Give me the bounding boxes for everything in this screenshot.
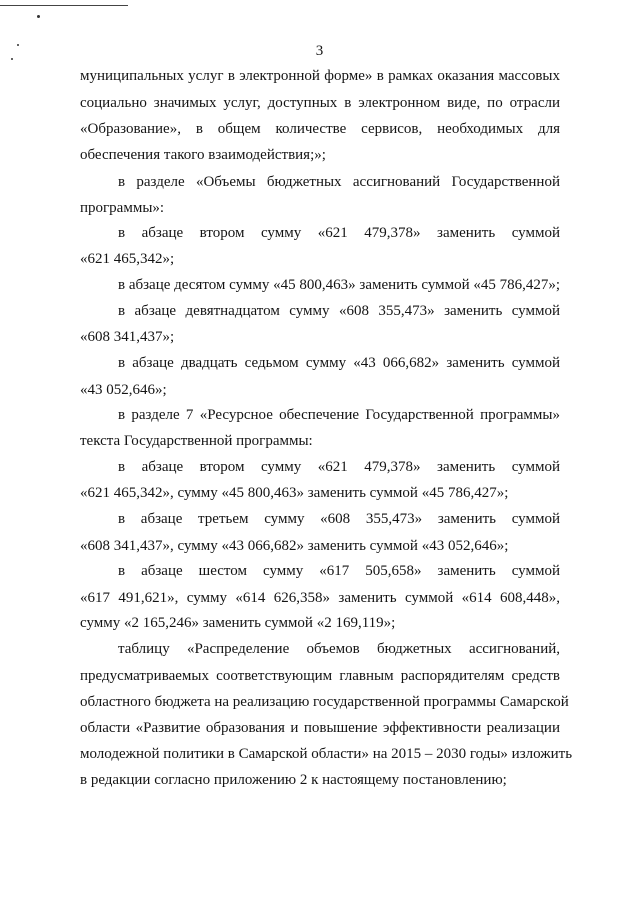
paragraph-first-line: в абзаце третьем сумму «608 355,473» заменить суммой <box>118 511 560 527</box>
paragraph-first-line: в абзаце двадцать седьмом сумму «43 066,682» заменить суммой <box>118 355 560 371</box>
body-line: «Образование», в общем количестве сервисов, необходимых для <box>80 121 560 137</box>
paragraph-first-line: таблицу «Распределение объемов бюджетных ассигнований, <box>118 641 560 657</box>
body-line: «617 491,621», сумму «614 626,358» заменить суммой «614 608,448», <box>80 590 560 606</box>
body-line: обеспечения такого взаимодействия;»; <box>80 147 326 163</box>
body-line: «608 341,437»; <box>80 329 175 345</box>
paragraph-first-line: в разделе «Объемы бюджетных ассигнований Государственной <box>118 174 560 190</box>
body-line: социально значимых услуг, доступных в электронном виде, по отрасли <box>80 95 560 111</box>
paragraph-first-line: в абзаце втором сумму «621 479,378» заменить суммой <box>118 459 560 475</box>
body-line: в редакции согласно приложению 2 к настоящему постановлению; <box>80 772 507 788</box>
paragraph-first-line: в абзаце десятом сумму «45 800,463» заменить суммой «45 786,427»; <box>118 277 561 293</box>
body-line: муниципальных услуг в электронной форме» в рамках оказания массовых <box>80 68 560 84</box>
body-line: предусматриваемых соответствующим главным распорядителям средств <box>80 668 560 684</box>
paragraph-first-line: в абзаце шестом сумму «617 505,658» заменить суммой <box>118 563 560 579</box>
body-line: области «Развитие образования и повышение эффективности реализации <box>80 720 560 736</box>
body-line: программы»: <box>80 200 165 216</box>
scan-edge-line <box>0 5 128 6</box>
scan-speck <box>37 15 40 18</box>
body-line: текста Государственной программы: <box>80 433 313 449</box>
body-line: «43 052,646»; <box>80 382 167 398</box>
body-line: сумму «2 165,246» заменить суммой «2 169,119»; <box>80 615 396 631</box>
body-line: молодежной политики в Самарской области» на 2015 – 2030 годы» изложить <box>80 746 573 762</box>
paragraph-first-line: в абзаце девятнадцатом сумму «608 355,473» заменить суммой <box>118 303 560 319</box>
body-line: областного бюджета на реализацию государственной программы Самарской <box>80 694 569 710</box>
paragraph-first-line: в разделе 7 «Ресурсное обеспечение Государственной программы» <box>118 407 560 423</box>
body-line: «621 465,342»; <box>80 251 175 267</box>
paragraph-first-line: в абзаце втором сумму «621 479,378» заменить суммой <box>118 225 560 241</box>
page-number: 3 <box>315 43 324 59</box>
body-line: «608 341,437», сумму «43 066,682» заменить суммой «43 052,646»; <box>80 538 509 554</box>
body-line: «621 465,342», сумму «45 800,463» заменить суммой «45 786,427»; <box>80 485 509 501</box>
